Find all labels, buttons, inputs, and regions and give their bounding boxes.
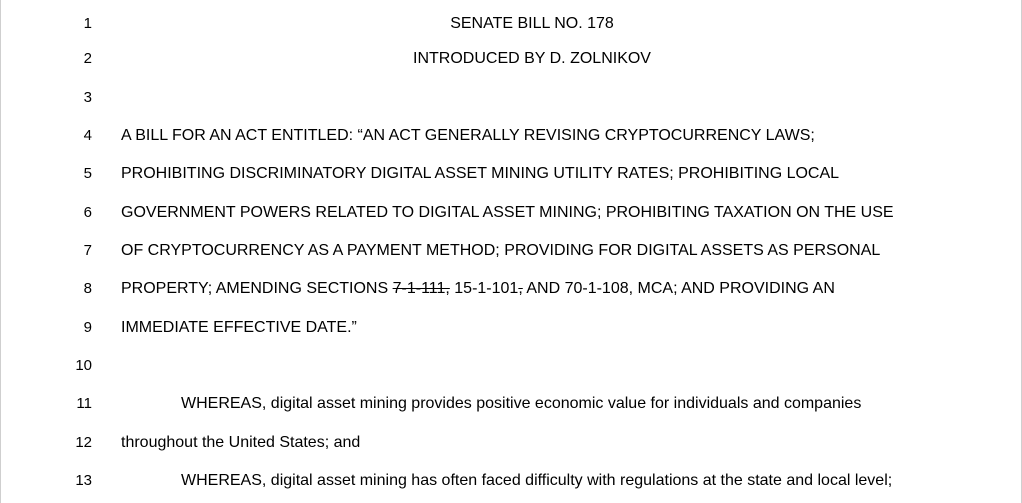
line-7 [0,241,1022,261]
struck-text: 7-1-111, [392,280,450,297]
line-number: 13 [75,472,92,489]
line-10 [0,356,1022,376]
bill-title: SENATE BILL NO. 178 [450,15,614,32]
line-text: GOVERNMENT POWERS RELATED TO DIGITAL ASSET MINING; PROHIBITING TAXATION ON THE USE [121,204,894,221]
bill-sponsor: INTRODUCED BY D. ZOLNIKOV [413,50,651,67]
line-number: 1 [83,15,92,32]
line-number: 2 [83,50,92,67]
line-text: PROHIBITING DISCRIMINATORY DIGITAL ASSET MINING UTILITY RATES; PROHIBITING LOCAL [121,165,840,182]
line-13 [0,471,1022,491]
line-8 [0,279,1022,299]
line-9 [0,318,1022,338]
line-11 [0,394,1022,414]
line-text: WHEREAS, digital asset mining provides positive economic value for individuals and companies [181,395,862,412]
line-2 [0,49,1022,69]
line-5 [0,164,1022,184]
line-text [121,279,835,299]
line-number: 5 [83,165,92,182]
text-segment: AND 70-1-108, MCA; AND PROVIDING AN [522,280,835,297]
line-text: A BILL FOR AN ACT ENTITLED: “AN ACT GENERALLY REVISING CRYPTOCURRENCY LAWS; [121,127,815,144]
line-number: 10 [75,357,92,374]
line-12 [0,433,1022,453]
line-number: 11 [76,395,92,412]
line-4 [0,126,1022,146]
line-number: 9 [83,319,92,336]
line-number: 12 [75,434,92,451]
line-1 [0,14,1022,34]
line-text: IMMEDIATE EFFECTIVE DATE.” [121,319,357,336]
text-segment: 15-1-101 [449,280,519,297]
line-number: 8 [83,280,92,297]
struck-text: , [518,280,523,297]
line-6 [0,203,1022,223]
line-number: 7 [83,242,92,259]
line-text: throughout the United States; and [121,434,361,451]
line-number: 3 [83,89,92,106]
line-text: WHEREAS, digital asset mining has often faced difficulty with regulations at the state and local level; [181,472,893,489]
text-segment: PROPERTY; AMENDING SECTIONS [121,280,393,297]
line-3 [0,88,1022,108]
line-number: 6 [83,204,92,221]
line-text: OF CRYPTOCURRENCY AS A PAYMENT METHOD; PROVIDING FOR DIGITAL ASSETS AS PERSONAL [121,242,881,259]
line-number: 4 [83,127,92,144]
